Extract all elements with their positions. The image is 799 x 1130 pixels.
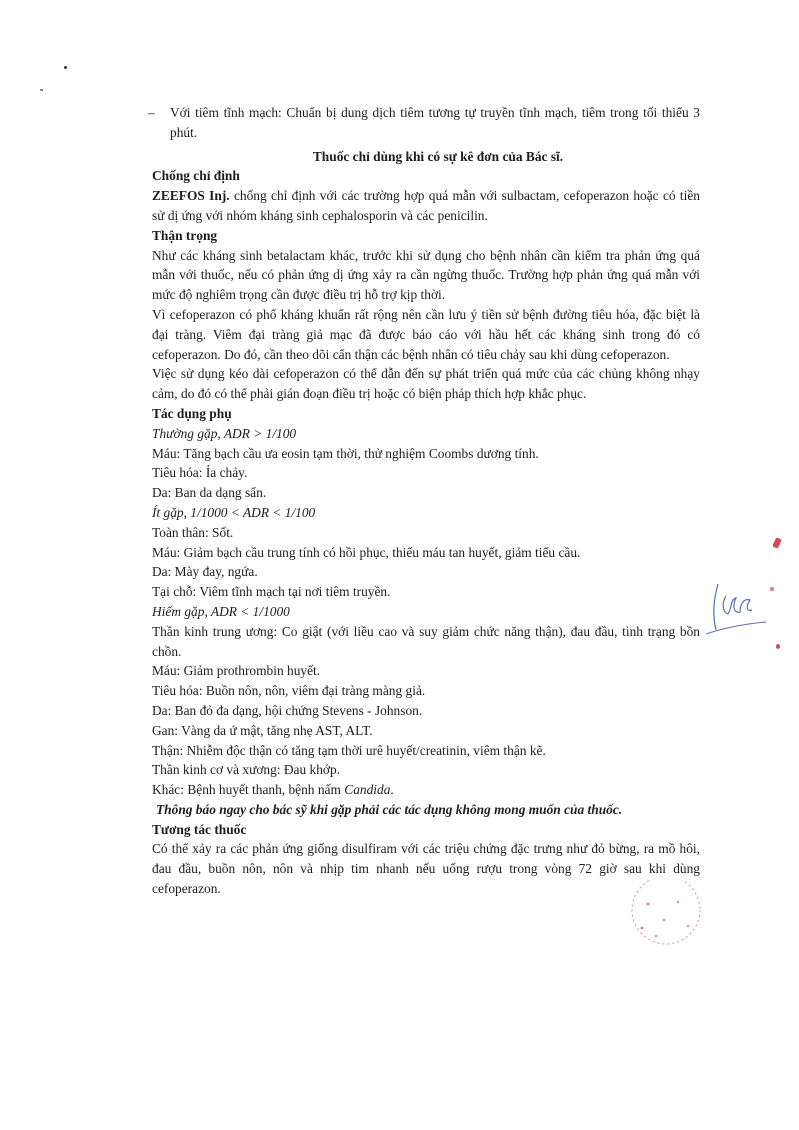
- side-effect-item: Gan: Vàng da ứ mật, tăng nhẹ AST, ALT.: [152, 722, 373, 738]
- drug-name: ZEEFOS Inj.: [152, 188, 230, 204]
- contraindications-paragraph: [152, 186, 700, 226]
- red-mark: [770, 587, 774, 591]
- bullet-dash: –: [148, 105, 155, 120]
- document-body: [148, 103, 700, 899]
- interactions-heading: Tương tác thuốc: [152, 821, 247, 837]
- side-effect-item: Thần kinh cơ và xương: Đau khớp.: [152, 762, 341, 778]
- side-effect-item: Da: Ban đỏ đa dạng, hội chứng Stevens - Johnson.: [152, 702, 423, 718]
- common-frequency-label: Thường gặp, ADR > 1/100: [152, 425, 297, 441]
- side-effect-item-other: [152, 780, 700, 800]
- interactions-paragraph: Có thể xảy ra các phản ứng giống disulfiram với các triệu chứng đặc trưng như đỏ bừng, ra mồ hôi, đau đầu, buồn nôn, nôn và nhịp tim nhanh nếu uống rượu trong vòng 72 giờ sau khi dùng cefoperazon.: [152, 841, 700, 897]
- side-effects-heading: Tác dụng phụ: [152, 405, 232, 421]
- side-effect-item: Tại chỗ: Viêm tĩnh mạch tại nơi tiêm truyền.: [152, 584, 391, 600]
- precautions-paragraph-1: Như các kháng sinh betalactam khác, trước khi sử dụng cho bệnh nhân cần kiểm tra phản ứng quá mẫn với thuốc, nếu có phản ứng dị ứng xảy ra cần ngừng thuốc. Trường hợp phản ứng quá mẫn với mức độ nghiêm trọng cần được điều trị hỗ trợ kịp thời.: [152, 247, 700, 303]
- side-effect-item: Da: Mày đay, ngứa.: [152, 564, 258, 580]
- rare-frequency-label: Hiếm gặp, ADR < 1/1000: [152, 603, 290, 619]
- adverse-effects-notice: Thông báo ngay cho bác sỹ khi gặp phải các tác dụng không mong muốn của thuốc.: [156, 801, 623, 817]
- scan-speck: [40, 89, 43, 91]
- side-effect-item: Tiêu hóa: Ỉa chảy.: [152, 465, 248, 481]
- side-effect-item: Máu: Giảm bạch cầu trung tính có hồi phục, thiếu máu tan huyết, giảm tiểu cầu.: [152, 544, 581, 560]
- candida-term: Candida: [344, 782, 391, 798]
- side-effect-item: Thần kinh trung ương: Co giật (với liều cao và suy giảm chức năng thận), đau đầu, tình trạng bồn chồn.: [152, 623, 700, 659]
- other-suffix: .: [390, 782, 394, 798]
- scan-speck: [64, 66, 67, 69]
- red-mark: [772, 537, 782, 549]
- red-mark: [776, 644, 780, 649]
- other-prefix: Khác: Bệnh huyết thanh, bệnh nấm: [152, 782, 345, 798]
- side-effect-item: Toàn thân: Sốt.: [152, 524, 234, 540]
- side-effect-item: Máu: Giảm prothrombin huyết.: [152, 663, 321, 679]
- side-effect-item: Thận: Nhiễm độc thận có tăng tạm thời urê huyết/creatinin, viêm thận kẽ.: [152, 742, 546, 758]
- side-effect-item: Da: Ban da dạng sẩn.: [152, 485, 267, 501]
- intro-bullet: [148, 103, 700, 143]
- uncommon-frequency-label: Ít gặp, 1/1000 < ADR < 1/100: [152, 504, 316, 520]
- prescription-notice: Thuốc chỉ dùng khi có sự kê đơn của Bác sĩ.: [312, 148, 564, 164]
- injection-instruction: Với tiêm tĩnh mạch: Chuẩn bị dung dịch tiêm tương tự truyền tĩnh mạch, tiêm trong tối thiểu 3 phút.: [170, 105, 700, 140]
- contraindications-text: chống chỉ định với các trường hợp quá mẫn với sulbactam, cefoperazon hoặc có tiền sử dị ứng với nhóm kháng sinh cephalosporin và các penicilin.: [152, 188, 700, 223]
- contraindications-heading: Chống chỉ định: [152, 168, 240, 184]
- precautions-heading: Thận trọng: [152, 227, 218, 243]
- side-effect-item: Tiêu hóa: Buồn nôn, nôn, viêm đại tràng màng giả.: [152, 683, 426, 699]
- signature-image: [700, 578, 770, 638]
- precautions-paragraph-2: Vì cefoperazon có phổ kháng khuẩn rất rộng nên cần lưu ý tiền sử bệnh đường tiêu hóa, đặc biệt là đại tràng. Viêm đại tràng giả mạc đã được báo cáo với hầu hết các kháng sinh trong đó có cefoperazon. Do đó, cần theo dõi cẩn thận các bệnh nhân có tiêu chảy sau khi dùng cefoperazon.: [152, 306, 700, 362]
- side-effect-item: Máu: Tăng bạch cầu ưa eosin tạm thời, thử nghiệm Coombs dương tính.: [152, 445, 539, 461]
- precautions-paragraph-3: Việc sử dụng kéo dài cefoperazon có thể dẫn đến sự phát triển quá mức của các chủng không nhạy cảm, do đó có thể phải gián đoạn điều trị hoặc có biện pháp thích hợp khắc phục.: [152, 366, 700, 402]
